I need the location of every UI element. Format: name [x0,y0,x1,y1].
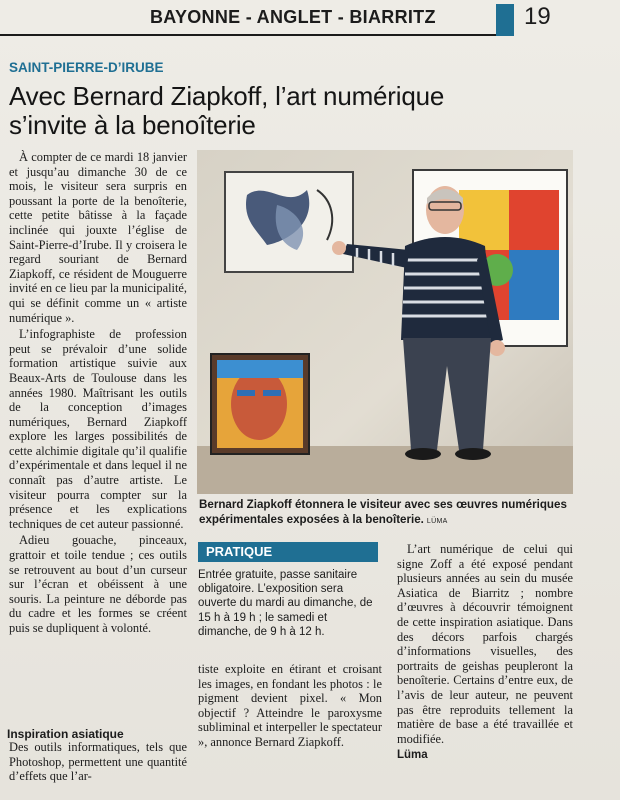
article-paragraph: L’infographiste de profession peut se prévaloir d’une solide formation artistique suivie aux Beaux-Arts de Toulouse dans les années 1980. Maîtrisant les outils de la conception d’images numériques, Bernard Ziapkoff explore les larges possibilités de cette alchimie digitale qu’il qualifie d’expérimentale et dans lequel il ne connaît pas d’autre artiste. Le visiteur pourra compter sur la présence et les explications techniques de cet auteur passionné. [9,327,187,531]
headline-line-2: s’invite à la benoîterie [9,110,256,140]
article-column-3 [397,542,573,763]
article-paragraph: L’art numérique de celui qui signe Zoff a été exposé pendant plusieurs années au sein du musée Asiatica de Biarritz ; nombre d’œuvres à découvrir témoignent de cette inspiration asiatique. Dans des décors parfois chargés d’informations visuelles, des portraits de geishas peupleront la benoîterie. Certains d’entre eux, de l’avis de leur auteur, ne peuvent pas être reproduits tellement la matière de base a été travaillée et modifiée. [397,542,573,746]
pratique-info: Entrée gratuite, passe sanitaire obligatoire. L’exposition sera ouverte du mardi au dimanche, de 15 h à 19 h ; le samedi et dimanche, de 9 h à 12 h. [198,569,373,638]
header-color-tab [496,4,514,36]
page-header [0,0,620,38]
article-column-1-end [9,740,187,784]
page-number: 19 [524,3,551,30]
article-subhead: Inspiration asiatique [7,727,124,741]
headline-line-1: Avec Bernard Ziapkoff, l’art numérique [9,81,445,111]
article-column-1 [9,150,187,636]
article-signature: Lüma [397,749,428,762]
article-paragraph: À compter de ce mardi 18 janvier et jusqu’au dimanche 30 de ce mois, le visiteur sera surpris en poussant la porte de la benoîterie, cette petite bâtisse à la façade inclinée qui jouxte l’église de Saint-Pierre-d’Irube. Il y croisera le regard souriant de Bernard Ziapkoff, ce résident de Mouguerre invité en ce lieu par la municipalité, qui se définit comme un « artiste numérique ». [9,150,187,325]
article-photo [197,150,573,494]
article-paragraph: tiste exploite en étirant et croisant les images, en fondant les photos : le pigment devient pixel. « Mon objectif ? Atteindre le paroxysme subliminal et interpeller le spectateur », annonce Bernard Ziapkoff. [198,662,382,749]
article-column-2 [198,662,382,750]
section-title: BAYONNE - ANGLET - BIARRITZ [150,7,436,27]
pratique-title: PRATIQUE [206,544,273,559]
pratique-banner [198,542,378,562]
header-rule [0,34,496,36]
exhibition-photo-illustration [197,150,573,494]
article-paragraph: Adieu gouache, pinceaux, grattoir et toile tendue ; ces outils se retrouvent au bout d’un curseur sur l’écran et obéissent à une souris. La peinture ne déborde pas du cadre et les formes se créent puis se dupliquent à volonté. [9,533,187,635]
caption-text: Bernard Ziapkoff étonnera le visiteur avec ses œuvres numériques expérimentales exposées à la benoîterie. [199,498,567,526]
article-headline [9,82,609,140]
article-kicker: SAINT-PIERRE-D’IRUBE [9,60,164,75]
photo-credit: LÜMA [426,518,448,525]
photo-caption [199,497,574,529]
article-paragraph: Des outils informatiques, tels que Photoshop, permettent une quantité d’effets que l’ar- [9,740,187,784]
